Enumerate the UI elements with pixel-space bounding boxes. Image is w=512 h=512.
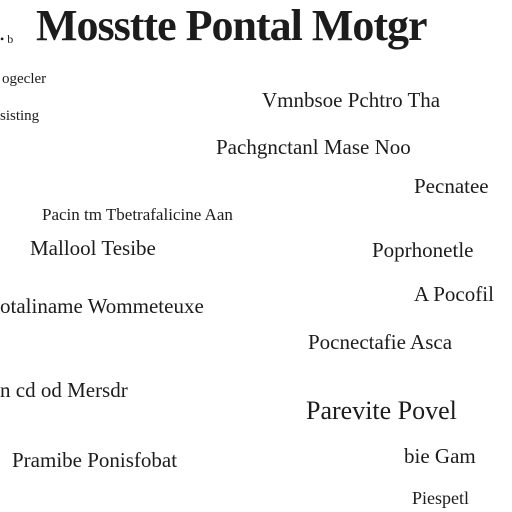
left-line-3: Pacin tm Tbetrafalicine Aan: [42, 205, 233, 224]
left-line-2: sisting: [0, 108, 40, 124]
left-line-6: n cd od Mersdr: [0, 378, 128, 402]
right-line-7: Parevite Povel: [306, 396, 457, 425]
right-line-4: Poprhonetle: [372, 238, 474, 262]
left-line-4: Mallool Tesibe: [30, 236, 156, 260]
left-line-7: Pramibe Ponisfobat: [12, 448, 178, 472]
left-line-5: otaliname Wommeteuxe: [0, 294, 204, 318]
bullet-marker: • b: [0, 32, 14, 46]
right-line-6: Pocnectafie Asca: [308, 330, 453, 354]
right-line-9: Piespetl: [412, 488, 469, 508]
right-line-1: Vmnbsoe Pchtro Tha: [262, 88, 441, 112]
right-line-8: bie Gam: [404, 444, 476, 468]
left-line-1: ogecler: [2, 71, 47, 87]
right-line-3: Pecnatee: [414, 174, 489, 198]
right-line-5: A Pocofil: [414, 282, 494, 306]
page-title: Mosstte Pontal Motgr: [36, 1, 427, 50]
right-line-2: Pachgnctanl Mase Noo: [216, 135, 411, 159]
